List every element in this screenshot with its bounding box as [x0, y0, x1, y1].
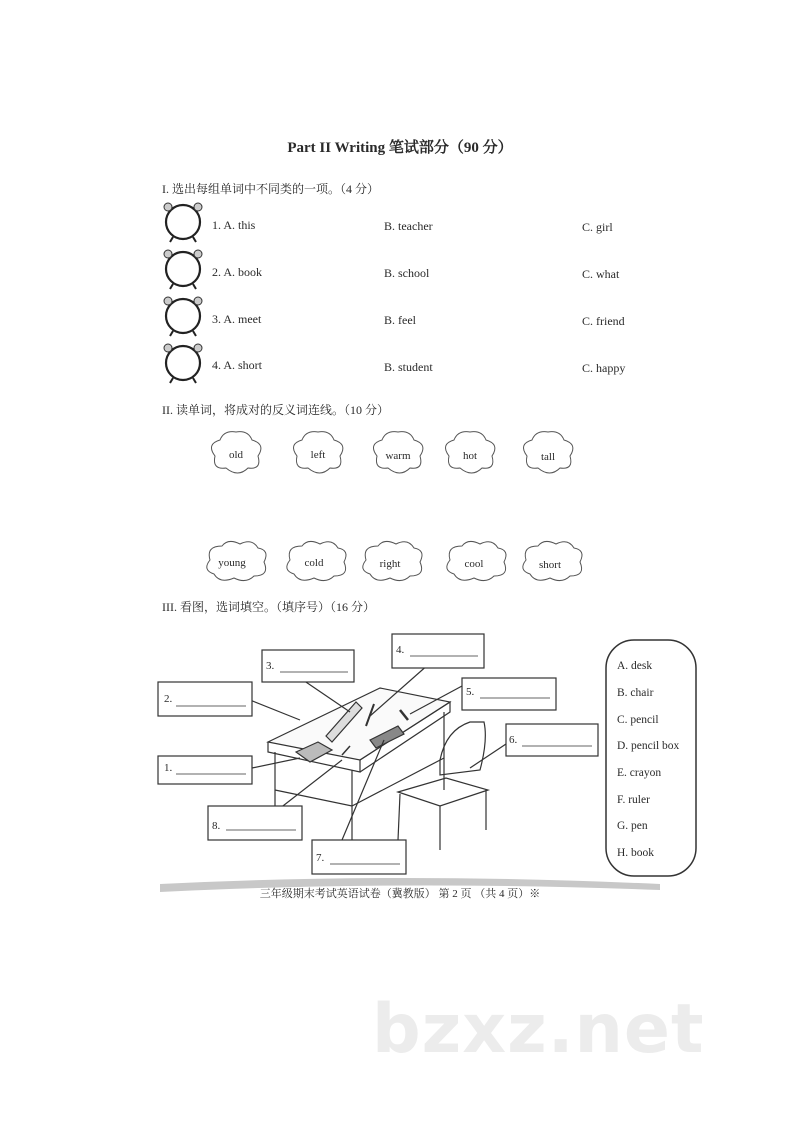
clock-icon: [164, 203, 202, 242]
q2-option-c: C. what: [582, 267, 620, 281]
chair-back: [440, 722, 485, 775]
star-word: tall: [540, 451, 556, 463]
option-desk: A. desk: [617, 660, 653, 672]
blank-box: [392, 634, 484, 668]
q1-option-c: C. girl: [582, 220, 613, 234]
blank-label-1: 1.: [164, 762, 173, 774]
cloud-word: cold: [304, 557, 324, 569]
q2-option-a: 2. A. book: [212, 265, 263, 279]
q3-option-a: 3. A. meet: [212, 312, 262, 326]
option-pen: G. pen: [617, 820, 648, 832]
star-word: warm: [385, 450, 411, 462]
option-ruler: F. ruler: [617, 794, 650, 806]
blank-box: [262, 650, 354, 682]
option-pencil-box: D. pencil box: [617, 740, 680, 752]
chair-seat: [398, 778, 488, 806]
section-2-heading: II. 读单词，将成对的反义词连线。（10 分）: [162, 403, 389, 417]
blank-label-5: 5.: [466, 686, 475, 698]
q3-option-c: C. friend: [582, 314, 625, 328]
blank-label-2: 2.: [164, 693, 173, 705]
cloud-word: cool: [464, 558, 484, 570]
option-book: H. book: [617, 847, 655, 859]
option-pencil: C. pencil: [617, 714, 659, 726]
blank-label-6: 6.: [509, 734, 518, 746]
section-3-heading: III. 看图，选词填空。（填序号）（16 分）: [162, 600, 375, 614]
cloud-word: short: [539, 559, 561, 571]
option-crayon: E. crayon: [617, 767, 662, 779]
blank-label-7: 7.: [316, 852, 325, 864]
q4-option-a: 4. A. short: [212, 358, 263, 372]
q2-option-b: B. school: [384, 266, 430, 280]
clock-icon: [164, 344, 202, 383]
q4-option-c: C. happy: [582, 361, 626, 375]
star-word: left: [310, 449, 326, 461]
blank-label-4: 4.: [396, 644, 405, 656]
q1-option-a: 1. A. this: [212, 218, 256, 232]
options-panel: [606, 640, 696, 876]
page-title: Part II Writing 笔试部分（90 分）: [287, 140, 513, 156]
cloud-word: right: [379, 558, 401, 570]
option-chair: B. chair: [617, 687, 654, 699]
star-word: old: [228, 449, 244, 461]
section-1-heading: I. 选出每组单词中不同类的一项。（4 分）: [162, 182, 379, 196]
q3-option-b: B. feel: [384, 313, 416, 327]
blank-box: [462, 678, 556, 710]
blank-label-3: 3.: [266, 660, 275, 672]
star-word: hot: [462, 450, 478, 462]
q1-option-b: B. teacher: [384, 219, 433, 233]
clock-icon: [164, 297, 202, 336]
clock-icon: [164, 250, 202, 289]
watermark: bzxz.net: [372, 990, 705, 1069]
blank-box: [312, 840, 406, 874]
cloud-word: young: [218, 557, 246, 569]
page-footer: 三年级期末考试英语试卷（冀教版） 第 2 页 （共 4 页）※: [259, 888, 541, 900]
blank-box: [506, 724, 598, 756]
q4-option-b: B. student: [384, 360, 433, 374]
blank-label-8: 8.: [212, 820, 221, 832]
desk-top: [268, 688, 450, 760]
blank-box: [208, 806, 302, 840]
